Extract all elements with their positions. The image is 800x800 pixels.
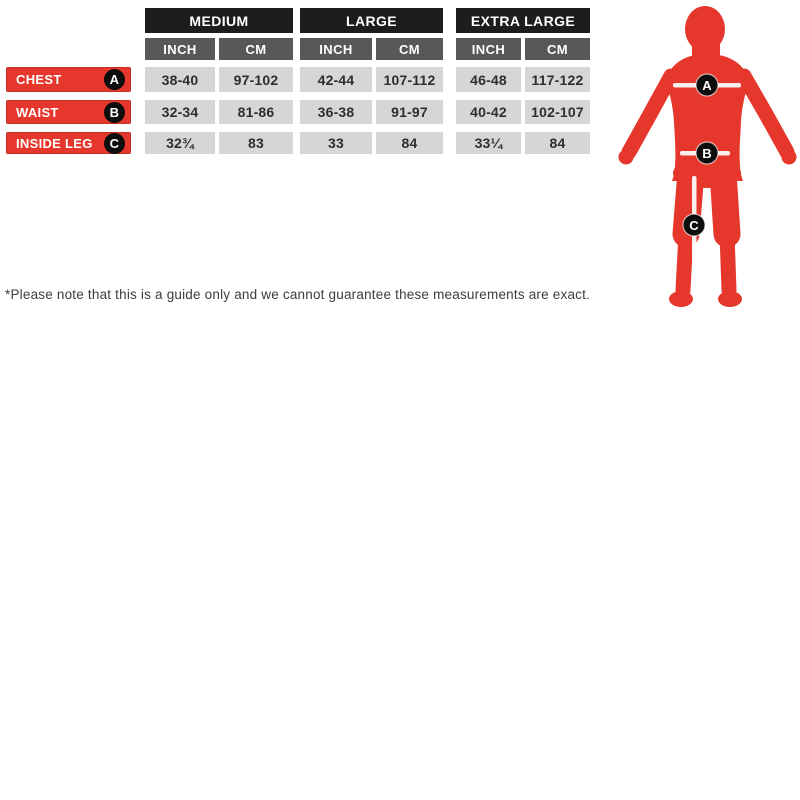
cell-waist-large-cm: 91-97 [376, 100, 443, 124]
row-label-inside-leg-text: INSIDE LEG [16, 135, 93, 151]
cell-insideleg-medium-cm: 83 [219, 132, 293, 154]
figure-left-calf [683, 234, 686, 290]
unit-header-medium-inch: INCH [145, 38, 215, 60]
cell-chest-large-cm: 107-112 [376, 67, 443, 92]
guide-footnote: *Please note that this is a guide only and we cannot guarantee these measurements are exact. [5, 287, 591, 302]
row-label-waist [6, 100, 131, 124]
size-table [6, 8, 590, 154]
figure-right-calf [727, 234, 729, 290]
marker-a-badge: A [104, 69, 125, 90]
unit-header-xl-inch: INCH [456, 38, 521, 60]
figure-left-hand [619, 150, 634, 165]
figure-marker-a-label: A [702, 78, 712, 93]
row-label-chest [6, 67, 131, 92]
cell-chest-xl-cm: 117-122 [525, 67, 590, 92]
cell-chest-large-inch: 42-44 [300, 67, 372, 92]
marker-c-badge: C [104, 133, 125, 154]
figure-right-foot [718, 291, 742, 307]
cell-waist-large-inch: 36-38 [300, 100, 372, 124]
cell-chest-xl-inch: 46-48 [456, 67, 521, 92]
cell-insideleg-large-cm: 84 [376, 132, 443, 154]
marker-b-badge: B [104, 102, 125, 123]
row-label-chest-text: CHEST [16, 72, 62, 87]
figure-marker-b-label: B [702, 146, 712, 161]
cell-insideleg-large-inch: 33 [300, 132, 372, 154]
cell-waist-xl-cm: 102-107 [525, 100, 590, 124]
unit-header-medium-cm: CM [219, 38, 293, 60]
cell-chest-medium-cm: 97-102 [219, 67, 293, 92]
figure-right-hand [782, 150, 797, 165]
figure-left-foot [669, 291, 693, 307]
unit-header-xl-cm: CM [525, 38, 590, 60]
cell-insideleg-xl-cm: 84 [525, 132, 590, 154]
cell-waist-medium-cm: 81-86 [219, 100, 293, 124]
cell-waist-medium-inch: 32-34 [145, 100, 215, 124]
cell-waist-xl-inch: 40-42 [456, 100, 521, 124]
cell-insideleg-xl-inch: 33¼ [456, 132, 521, 154]
size-header-extra-large: EXTRA LARGE [456, 8, 590, 33]
unit-header-large-inch: INCH [300, 38, 372, 60]
figure-left-arm [629, 76, 671, 152]
cell-insideleg-medium-inch: 32¾ [145, 132, 215, 154]
figure-marker-c-label: C [689, 218, 699, 233]
figure-right-arm [744, 76, 787, 152]
figure-right-thigh [723, 172, 727, 234]
size-header-medium: MEDIUM [145, 8, 293, 33]
row-label-inside-leg [6, 132, 131, 154]
row-label-waist-text: WAIST [16, 104, 59, 120]
unit-header-large-cm: CM [376, 38, 443, 60]
cell-chest-medium-inch: 38-40 [145, 67, 215, 92]
body-measurement-figure-icon [615, 2, 800, 310]
size-header-large: LARGE [300, 8, 443, 33]
